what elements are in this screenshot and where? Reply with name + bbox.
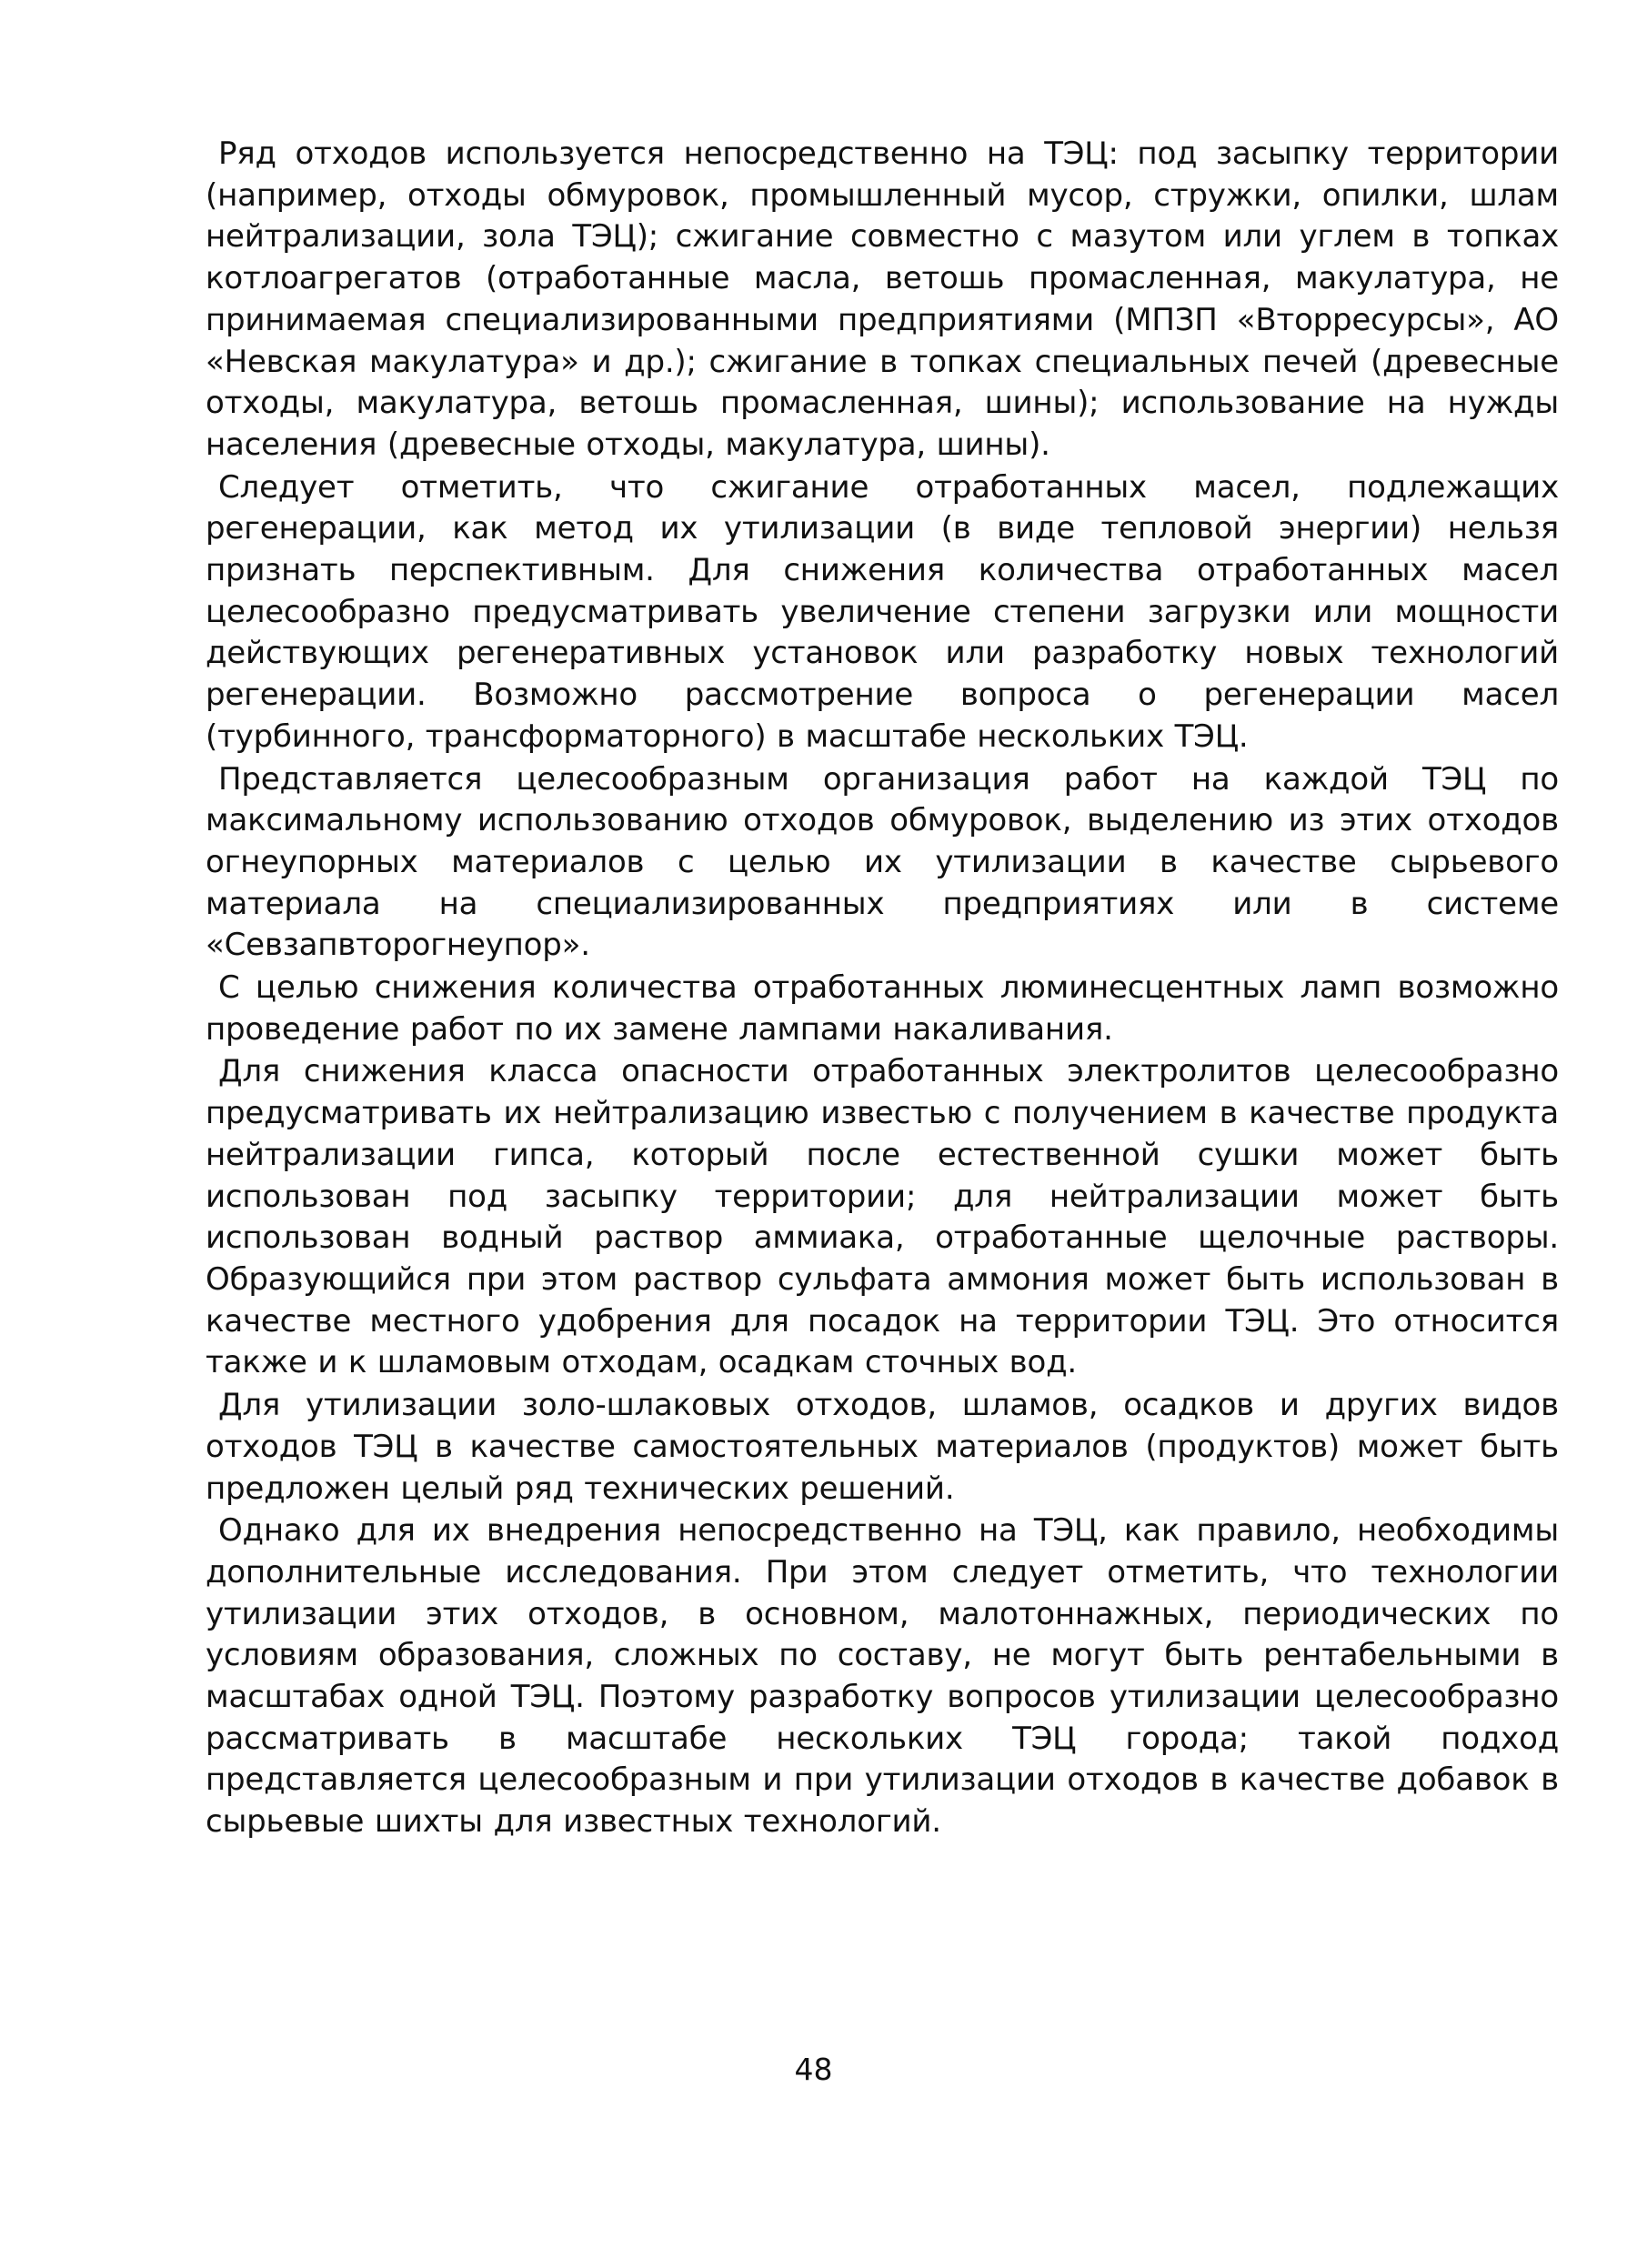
paragraph-implementation-research: Однако для их внедрения непосредственно на ТЭЦ, как правило, необходимы дополнительные исследования. При этом следует отметить, что технологии утилизации этих отходов, в основном, малотоннажных, периодических по условиям образования, сложных по составу, не могут быть рентабельными в масштабах одной ТЭЦ. Поэтому разработку вопросов утилизации целесообразно рассматривать в масштабе нескольких ТЭЦ города; такой подход представляется целесообразным и при утилизации отходов в качестве добавок в сырьевые шихты для известных технологий. xyxy=(206,1512,1559,1841)
paragraph-waste-used-at-tec: Ряд отходов используется непосредственно на ТЭЦ: под засыпку территории (например, отходы обмуровок, промышленный мусор, стружки, опилки, шлам нейтрализации, зола ТЭЦ); сжигание совместно с мазутом или углем в топках котлоагрегатов (отработанные масла, ветошь промасленная, макулатура, не принимаемая специализированными предприятиями (МПЗП «Вторресурсы», АО «Невская макулатура» и др.); сжигание в топках специальных печей (древесные отходы, макулатура, ветошь промасленная, шины); использование на нужды населения (древесные отходы, макулатура, шины). xyxy=(206,135,1559,463)
paragraph-electrolyte-neutralization: Для снижения класса опасности отработанных электролитов целесообразно предусматривать их нейтрализацию известью с получением в качестве продукта нейтрализации гипса, который после естественной сушки может быть использован под засыпку территории; для нейтрализации может быть использован водный раствор аммиака, отработанные щелочные растворы. Образующийся при этом раствор сульфата аммония может быть использован в качестве местного удобрения для посадок на территории ТЭЦ. Это относится также и к шламовым отходам, осадкам сточных вод. xyxy=(206,1053,1559,1381)
paragraph-refractory-materials: Представляется целесообразным организация работ на каждой ТЭЦ по максимальному использованию отходов обмуровок, выделению из этих отходов огнеупорных материалов с целью их утилизации в качестве сырьевого материала на специализированных предприятиях или в системе «Севзапвторогнеупор». xyxy=(206,760,1559,964)
paragraph-oil-regeneration: Следует отметить, что сжигание отработанных масел, подлежащих регенерации, как метод их утилизации (в виде тепловой энергии) нельзя признать перспективным. Для снижения количества отработанных масел целесообразно предусматривать увеличение степени загрузки или мощности действующих регенеративных установок или разработку новых технологий регенерации. Возможно рассмотрение вопроса о регенерации масел (турбинного, трансформаторного) в масштабе нескольких ТЭЦ. xyxy=(206,468,1559,755)
page-number: 48 xyxy=(794,2052,833,2087)
paragraph-fluorescent-lamps: С целью снижения количества отработанных люминесцентных ламп возможно проведение работ по их замене лампами накаливания. xyxy=(206,969,1559,1048)
page-body xyxy=(206,134,1559,1844)
paragraph-ash-slag-waste: Для утилизации золо-шлаковых отходов, шламов, осадков и других видов отходов ТЭЦ в качестве самостоятельных материалов (продуктов) может быть предложен целый ряд технических решений. xyxy=(206,1387,1559,1507)
